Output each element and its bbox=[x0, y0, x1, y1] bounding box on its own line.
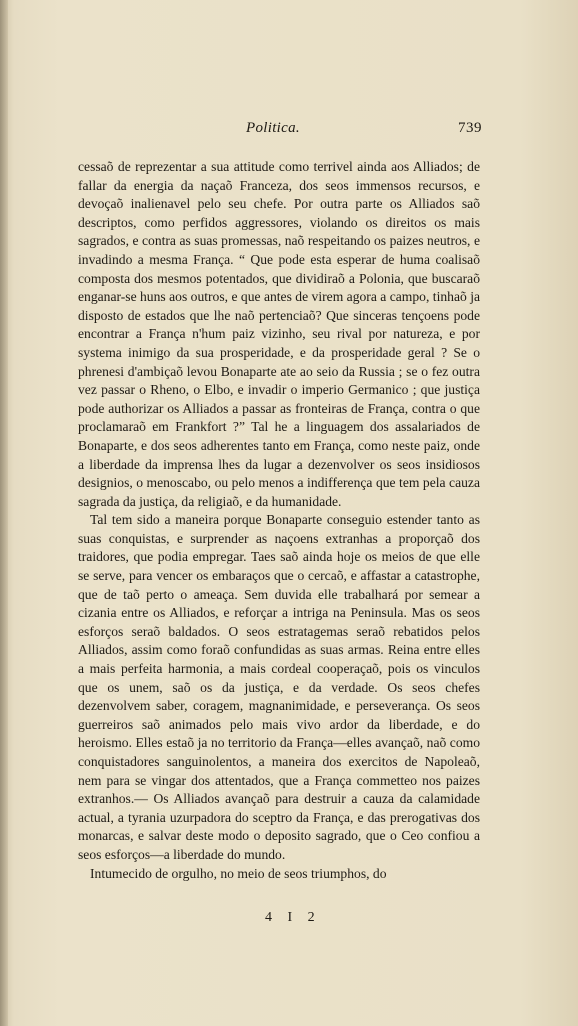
page-number: 739 bbox=[458, 120, 482, 136]
body-text bbox=[78, 158, 480, 883]
paragraph-1: cessaõ de reprezentar a sua attitude como terrivel ainda aos Alliados; de fallar da energia da naçaõ Franceza, dos seos immensos recursos, e devoçaõ inalienavel pelo seu chefe. Por outra parte os Alliados saõ descriptos, como perfidos aggressores, violando os direitos os mais sagrados, e contra as suas promessas, naõ respeitando os paizes neutros, e invadindo a mesma França. “ Que pode esta esperar de huma coalisaõ composta dos mesmos potentados, que dividiraõ a Polonia, que buscaraõ enganar-se huns aos outros, e que antes de virem agora a campo, tinhaõ ja disposto de estados que lhe naõ pertenciaõ? Que sinceras tençoens pode encontrar a França n'hum paiz vizinho, seu rival por natureza, e por systema inimigo da sua prosperidade, e da prosperidade geral ? Se o phrenesi d'ambiçaõ levou Bonaparte ate ao seio da Russia ; se o fez outra vez passar o Rheno, o Elbo, e invadir o imperio Germanico ; que justiça pode authorizar os Alliados a passar as fronteiras de França, contra o que proclamaraõ em Frankfort ?” Tal he a linguagem dos assalariados de Bonaparte, e dos seos adherentes tanto em França, como neste paiz, onde a liberdade da imprensa lhes da lugar a dezenvolver os seos insidiosos designios, o menoscabo, ou pelo menos a indifferença que tem pela cauza sagrada da justiça, da religiaõ, e da humanidade. bbox=[78, 159, 480, 509]
paragraph-2: Tal tem sido a maneira porque Bonaparte conseguio estender tanto as suas conquistas, e surprender as naçoens extranhas a proporçaõ dos traidores, que podia empregar. Taes saõ ainda hoje os meios de que elle se serve, para vencer os embaraços que o cercaõ, e affastar a catastrophe, que de taõ perto o ameaça. Sem duvida elle trabalhará por semear a cizania entre os Alliados, e reforçar a intriga na Peninsula. Mas os seos esforços seraõ baldados. O seos estratagemas seraõ rebatidos pelos Alliados, assim como foraõ confundidas as suas armas. Reina entre elles a mais perfeita harmonia, a mais cordeal cooperaçaõ, pois os vinculos que os unem, saõ os da justiça, e da verdade. Os seos chefes dezenvolvem saber, coragem, magnanimidade, e perseverança. Os seos guerreiros saõ animados pelo mais vivo ardor da liberdade, e do heroismo. Elles estaõ ja no territorio da França—elles avançaõ, naõ como conquistadores sanguinolentos, a maneira dos exercitos de Napoleaõ, nem para se vingar dos attentados, que a França commetteo nos paizes extranhos.— Os Alliados avançaõ para destruir a cauza da calamidade actual, a tyrania uzurpadora do sceptro da França, e das prerogativas dos monarcas, e salvar deste modo o deposito sagrado, que o Ceo confiou a seos esforços—a liberdade do mundo. bbox=[78, 512, 480, 862]
page-header bbox=[78, 120, 482, 142]
paragraph-3: Intumecido de orgulho, no meio de seos triumphos, do bbox=[90, 865, 387, 881]
running-head: Politica. bbox=[246, 120, 300, 136]
signature-mark: 4 I 2 bbox=[265, 910, 321, 925]
